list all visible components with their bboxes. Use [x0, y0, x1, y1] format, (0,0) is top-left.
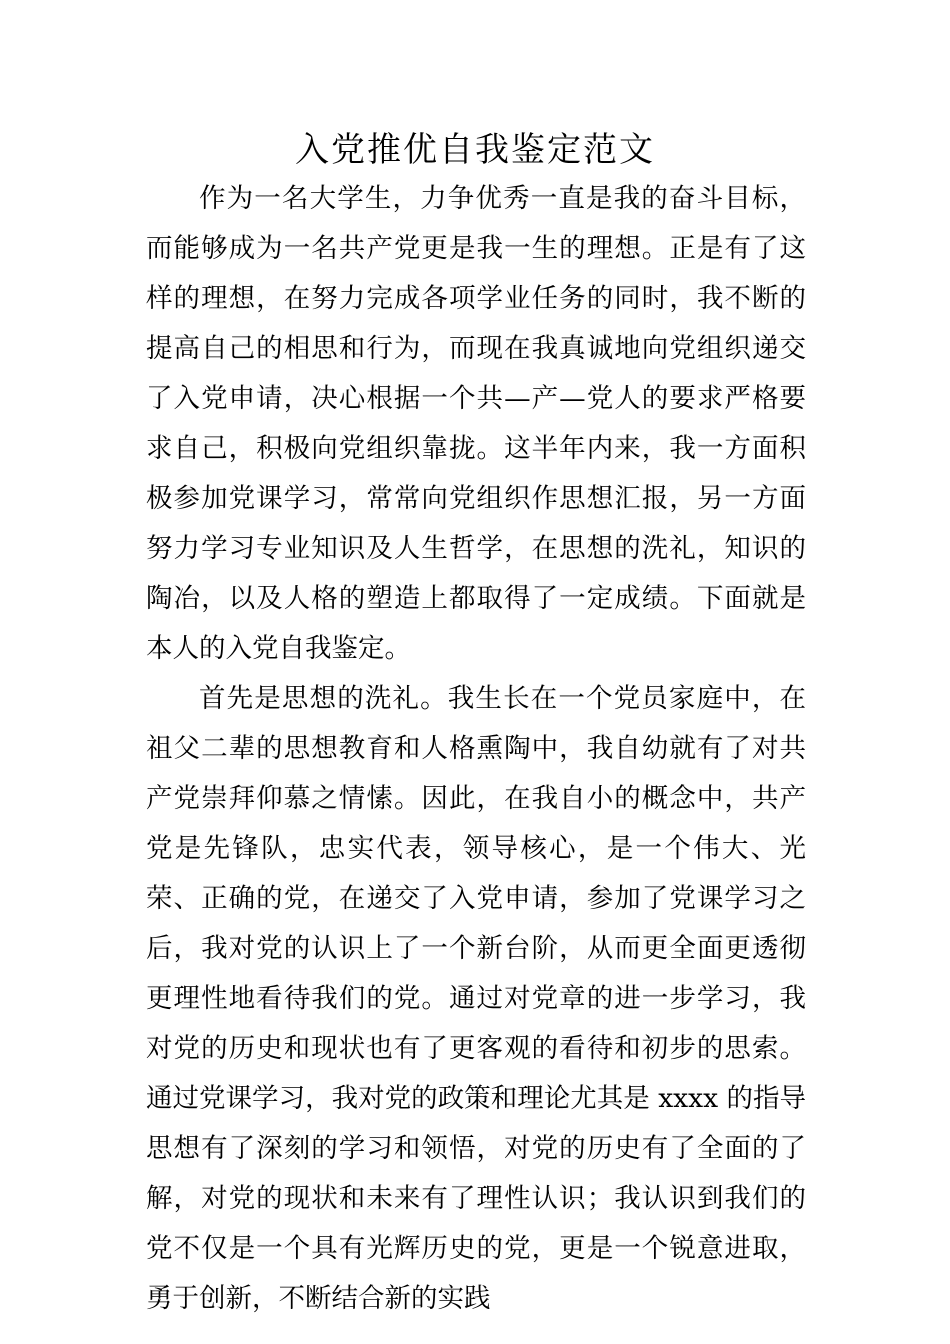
paragraph-intro: 作为一名大学生，力争优秀一直是我的奋斗目标，而能够成为一名共产党更是我一生的理想。正是有了这样的理想，在努力完成各项学业任务的同时，我不断的提高自己的相思和行为，而现在我真诚地向党组织递交了入党申请，决心根据一个共—产—党人的要求严格要求自己，积极向党组织靠拢。这半年内来，我一方面积极参加党课学习，常常向党组织作思想汇报，另一方面努力学习专业知识及人生哲学，在思想的洗礼，知识的陶冶，以及人格的塑造上都取得了一定成绩。下面就是本人的入党自我鉴定。 [146, 183, 806, 664]
document-title: 入党推优自我鉴定范文 [295, 130, 655, 170]
document-body [146, 174, 806, 1324]
paragraph-ideology: 首先是思想的洗礼。我生长在一个党员家庭中，在祖父二辈的思想教育和人格熏陶中，我自幼就有了对共产党崇拜仰慕之情愫。因此，在我自小的概念中，共产党是先锋队，忠实代表，领导核心，是一个伟大、光荣、正确的党，在递交了入党申请，参加了党课学习之后，我对党的认识上了一个新台阶，从而更全面更透彻更理性地看待我们的党。通过对党章的进一步学习，我对党的历史和现状也有了更客观的看待和初步的思索。通过党课学习，我对党的政策和理论尤其是 xxxx 的指导思想有了深刻的学习和领悟，对党的历史有了全面的了解，对党的现状和未来有了理性认识；我认识到我们的党不仅是一个具有光辉历史的党，更是一个锐意进取，勇于创新，不断结合新的实践 [146, 683, 806, 1314]
